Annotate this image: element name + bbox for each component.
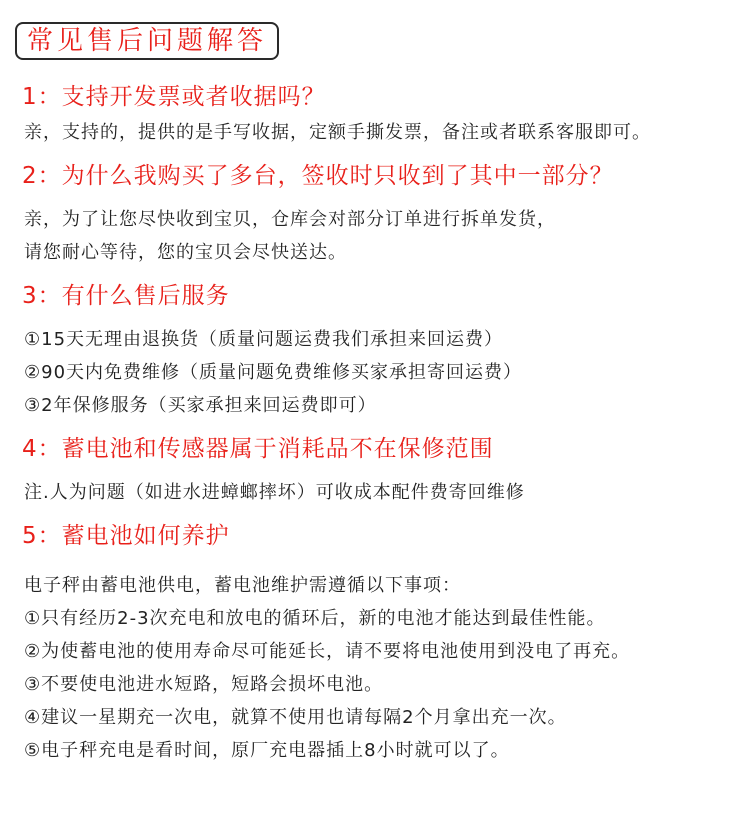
faq-answer-line: ③不要使电池进水短路，短路会损坏电池。 <box>24 674 384 695</box>
faq-question: 1：支持开发票或者收据吗？ <box>22 84 326 110</box>
faq-list <box>0 78 750 767</box>
faq-answer-line: 电子秤由蓄电池供电，蓄电池维护需遵循以下事项： <box>24 575 461 596</box>
faq-answer-line: 亲，为了让您尽快收到宝贝，仓库会对部分订单进行拆单发货， <box>24 209 556 230</box>
faq-question: 3：有什么售后服务 <box>22 283 230 309</box>
faq-answer-line: 请您耐心等待，您的宝贝会尽快送达。 <box>24 242 347 263</box>
faq-section-5 <box>0 517 750 767</box>
faq-answer-line: ④建议一星期充一次电，就算不使用也请每隔2个月拿出充一次。 <box>24 707 567 728</box>
faq-question: 2：为什么我购买了多台，签收时只收到了其中一部分？ <box>22 163 614 189</box>
faq-section-1 <box>0 78 750 149</box>
faq-answer-line: 亲，支持的，提供的是手写收据，定额手撕发票，备注或者联系客服即可。 <box>24 122 651 143</box>
faq-answer-line: ②90天内免费维修（质量问题免费维修买家承担寄回运费） <box>24 362 523 383</box>
faq-answer-line: ②为使蓄电池的使用寿命尽可能延长，请不要将电池使用到没电了再充。 <box>24 641 631 662</box>
page-title: 常见售后问题解答 <box>27 26 268 56</box>
faq-question: 5：蓄电池如何养护 <box>22 523 230 549</box>
faq-section-2 <box>0 157 750 269</box>
faq-section-3 <box>0 277 750 422</box>
faq-answer-line: ①只有经历2-3次充电和放电的循环后，新的电池才能达到最佳性能。 <box>24 608 606 629</box>
faq-answer-line: ③2年保修服务（买家承担来回运费即可） <box>24 395 377 416</box>
title-box <box>15 22 279 60</box>
faq-answer-line: ⑤电子秤充电是看时间，原厂充电器插上8小时就可以了。 <box>24 740 510 761</box>
faq-section-4 <box>0 430 750 509</box>
faq-question: 4：蓄电池和传感器属于消耗品不在保修范围 <box>22 436 494 462</box>
faq-answer-line: ①15天无理由退换货（质量问题运费我们承担来回运费） <box>24 329 504 350</box>
faq-answer-line: 注.人为问题（如进水进蟑螂摔坏）可收成本配件费寄回维修 <box>24 482 525 503</box>
